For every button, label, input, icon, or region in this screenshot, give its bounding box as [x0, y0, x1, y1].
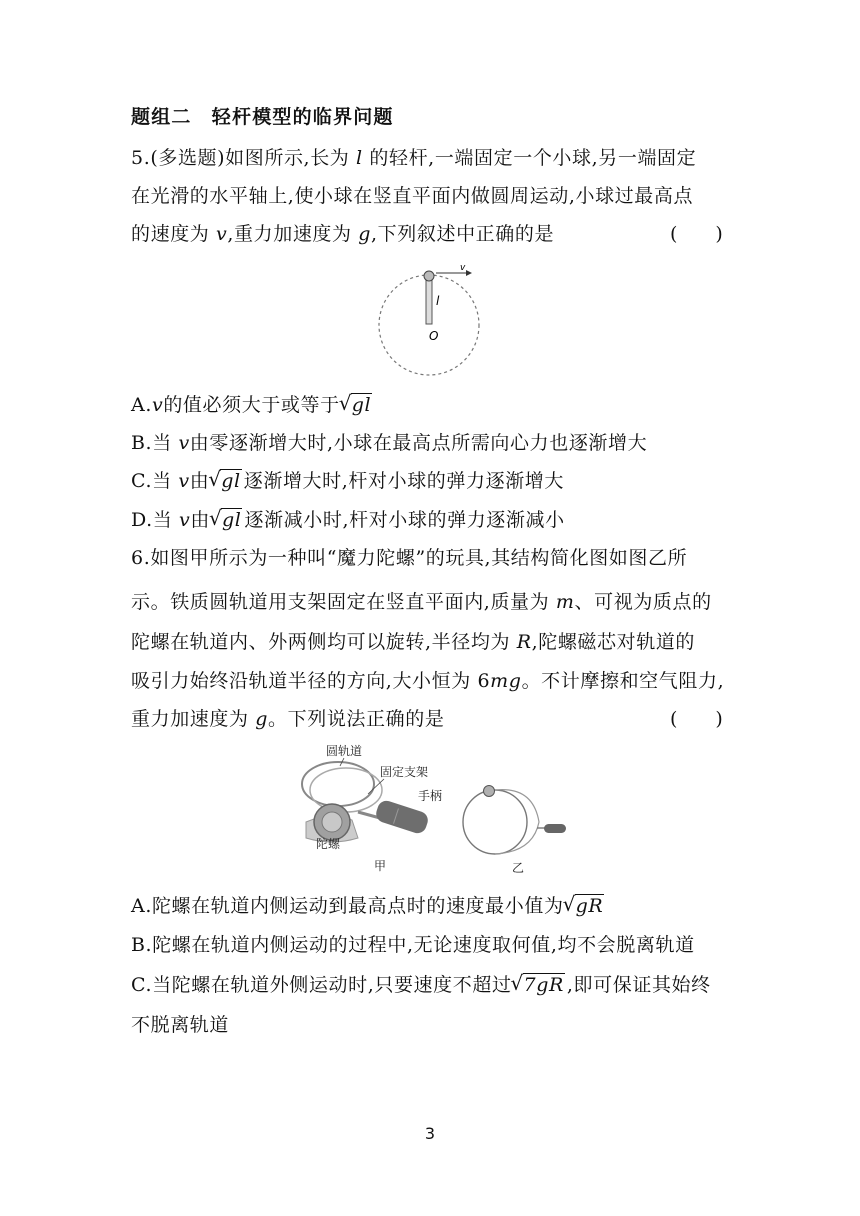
sqrt-gR: [564, 894, 605, 918]
q5-stem-line1: [131, 146, 731, 170]
var-g: g: [255, 708, 269, 730]
q5-option-b: [131, 431, 731, 455]
handle-icon: [374, 799, 430, 836]
var-v: v: [178, 470, 190, 492]
spinning-top-icon: [484, 786, 495, 797]
var-v: v: [178, 432, 190, 454]
q5-figure-rod-circle: [370, 262, 490, 382]
q6-text: 吸引力始终沿轨道半径的方向,大小恒为 6: [131, 670, 491, 692]
caption-yi: 乙: [512, 861, 525, 875]
q5-answer-bracket: ( ): [670, 223, 723, 245]
handle-icon: [544, 824, 566, 833]
label-top: 陀螺: [316, 837, 341, 851]
q5-option-a: [131, 393, 731, 417]
caption-jia: 甲: [374, 859, 387, 873]
radicand: 7gR: [523, 974, 564, 996]
sqrt-gl: [209, 469, 241, 493]
label-handle: 手柄: [418, 789, 443, 803]
q6-text: ,陀螺磁芯对轨道的: [531, 631, 696, 653]
q6-option-c-cont: 不脱离轨道: [131, 1014, 230, 1036]
q6-option-c: [131, 973, 731, 997]
radicand: gl: [221, 470, 241, 492]
q5-text: ,重力加速度为: [227, 223, 359, 245]
sqrt-7gR: [512, 973, 565, 997]
option-text: 逐渐增大时,杆对小球的弹力逐渐增大: [243, 470, 564, 492]
q6-text: 陀螺在轨道内、外两侧均可以旋转,半径均为: [131, 631, 517, 653]
q6-option-b: B.陀螺在轨道内侧运动的过程中,无论速度取何值,均不会脱离轨道: [131, 934, 695, 956]
option-text: ,即可保证其始终: [566, 974, 711, 996]
q5-var-g: g: [358, 223, 372, 245]
q5-var-l: l: [356, 147, 363, 169]
q5-text: 5.(多选题)如图所示,长为: [131, 147, 357, 169]
light-rod: [426, 277, 432, 324]
top-core: [322, 812, 342, 832]
q5-option-d: [131, 508, 731, 532]
var-r: R: [516, 631, 532, 653]
radicand: gR: [575, 895, 604, 917]
option-text: 由零逐渐增大时,小球在最高点所需向心力也逐渐增大: [189, 432, 648, 454]
q6-stem-line1: 6.如图甲所示为一种叫“魔力陀螺”的玩具,其结构简化图如图乙所: [131, 547, 688, 569]
option-text: 逐渐减小时,杆对小球的弹力逐渐减小: [244, 509, 565, 531]
q6-stem-line3: [131, 630, 731, 654]
option-text: 的值必须大于或等于: [163, 394, 340, 416]
q5-text: ,下列叙述中正确的是: [371, 223, 555, 245]
sqrt-gl: [340, 393, 372, 417]
option-label: A.: [131, 394, 152, 416]
q6-option-a: [131, 894, 731, 918]
var-mg: mg: [490, 670, 522, 692]
q6-text: 。不计摩擦和空气阻力,: [521, 670, 725, 692]
label-o: O: [429, 329, 439, 343]
label-v: v: [460, 263, 466, 273]
q6-text: 。下列说法正确的是: [268, 708, 445, 730]
q5-var-v: v: [216, 223, 228, 245]
q5-stem-line2: 在光滑的水平轴上,使小球在竖直平面内做圆周运动,小球过最高点: [131, 185, 694, 207]
q6-figure-yi: [455, 780, 575, 880]
radicand: gl: [222, 509, 242, 531]
q6-stem-line4: [131, 669, 731, 693]
label-bracket: 固定支架: [380, 765, 429, 779]
option-label: D.当: [131, 509, 180, 531]
label-l: l: [436, 294, 440, 308]
q5-stem-line3: [131, 222, 731, 246]
label-track: 圆轨道: [326, 744, 363, 758]
var-v: v: [179, 509, 191, 531]
sqrt-gl: [210, 508, 242, 532]
q6-stem-line2: [131, 590, 731, 614]
option-text: 由: [189, 470, 210, 492]
q6-stem-line5: [131, 707, 731, 731]
circular-track: [463, 790, 527, 854]
q6-text: 示。铁质圆轨道用支架固定在竖直平面内,质量为: [131, 591, 556, 613]
option-text: A.陀螺在轨道内侧运动到最高点时的速度最小值为: [131, 895, 564, 917]
velocity-arrowhead: [466, 270, 472, 276]
option-text: 由: [190, 509, 210, 531]
q5-text: 的轻杆,一端固定一个小球,另一端固定: [362, 147, 697, 169]
radicand: gl: [351, 394, 372, 416]
option-label: B.当: [131, 432, 179, 454]
q5-text: 的速度为: [131, 223, 217, 245]
q6-text: 重力加速度为: [131, 708, 256, 730]
page-number: 3: [424, 1124, 436, 1143]
option-text: C.当陀螺在轨道外侧运动时,只要速度不超过: [131, 974, 512, 996]
ball: [424, 271, 434, 281]
var-v: v: [151, 394, 164, 416]
q6-text: 、可视为质点的: [574, 591, 712, 613]
q6-figure-jia: [288, 742, 458, 880]
q5-option-c: [131, 469, 731, 493]
section-heading: 题组二 轻杆模型的临界问题: [131, 106, 394, 128]
var-m: m: [555, 591, 575, 613]
q6-answer-bracket: ( ): [670, 708, 723, 730]
option-label: C.当: [131, 470, 179, 492]
